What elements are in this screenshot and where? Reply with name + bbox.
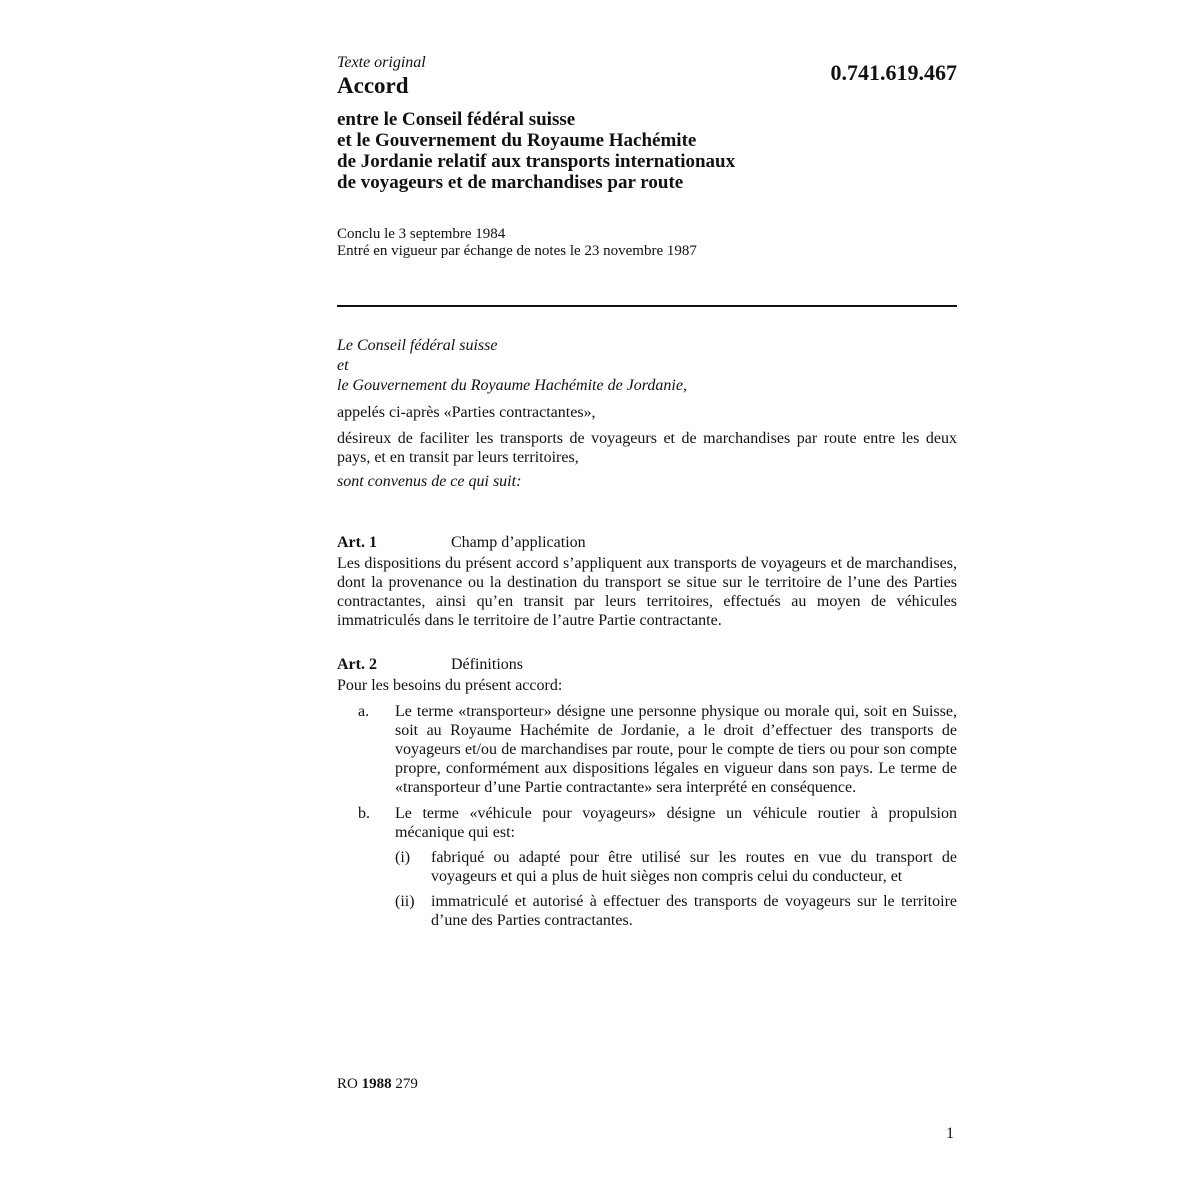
- page-number: 1: [946, 1125, 954, 1142]
- party-and: et: [337, 357, 349, 374]
- original-text-label: Texte original: [337, 54, 426, 71]
- concluded-date: Conclu le 3 septembre 1984: [337, 226, 506, 242]
- subitem-label: (ii): [395, 893, 415, 910]
- article-number: Art. 2: [337, 656, 377, 673]
- article-1-text: Les dispositions du présent accord s’appliquent aux transports de voyageurs et de marchandises, dont la provenance ou la destination du transport se situe sur le territoire de l’une des Parties contractantes, ainsi qu’en transit par leurs territoires, effectués au moyen de véhicules immatriculés dans le territoire de l’autre Partie contractante.: [337, 555, 957, 629]
- subitem-text: immatriculé et autorisé à effectuer des transports de voyageurs sur le territoire d’une des Parties contractantes.: [431, 893, 957, 929]
- article-1-heading: [337, 533, 957, 553]
- article-2-intro: Pour les besoins du présent accord:: [337, 677, 563, 694]
- preamble-called: appelés ci-après «Parties contractantes»,: [337, 404, 596, 421]
- item-body: [395, 804, 957, 930]
- article-2-heading: [337, 655, 957, 675]
- item-text: Le terme «transporteur» désigne une personne physique ou morale qui, soit en Suisse, soit au Royaume Hachémite de Jordanie, a le droit d’effectuer des transports de voyageurs et/ou de marchandises par route, pour le compte de tiers ou pour son compte propre, conformément aux dispositions légales en vigueur dans son pays. Le terme de «transporteur d’une Partie contractante» sera interprété en conséquence.: [395, 703, 957, 796]
- official-compilation-reference: [337, 1076, 418, 1093]
- article-number: Art. 1: [337, 534, 377, 551]
- preamble-desiring: désireux de faciliter les transports de voyageurs et de marchandises par route entre les deux pays, et en transit par leurs territoires,: [337, 430, 957, 466]
- subtitle-line: de voyageurs et de marchandises par route: [337, 172, 684, 193]
- item-label: a.: [358, 703, 370, 720]
- subtitle-line: de Jordanie relatif aux transports internationaux: [337, 151, 736, 172]
- preamble-agreed: sont convenus de ce qui suit:: [337, 473, 522, 490]
- subitem-label: (i): [395, 849, 411, 866]
- ro-year: 1988: [361, 1076, 392, 1092]
- article-title: Définitions: [451, 656, 523, 673]
- sr-number: 0.741.619.467: [830, 60, 957, 85]
- document-subtitle: [337, 109, 957, 193]
- in-force-date: Entré en vigueur par échange de notes le 23 novembre 1987: [337, 243, 697, 259]
- item-text: Le terme «véhicule pour voyageurs» désigne un véhicule routier à propulsion mécanique qui est:: [395, 805, 957, 841]
- party-2: le Gouvernement du Royaume Hachémite de Jordanie,: [337, 377, 687, 394]
- ro-prefix: RO: [337, 1076, 358, 1092]
- preamble-parties: [337, 336, 957, 396]
- party-1: Le Conseil fédéral suisse: [337, 337, 498, 354]
- ro-page: 279: [395, 1076, 418, 1092]
- article-title: Champ d’application: [451, 534, 586, 551]
- definition-subitem: [395, 848, 957, 886]
- dates-block: [337, 226, 957, 260]
- definition-item: [337, 804, 957, 930]
- definition-subitem: [395, 892, 957, 930]
- subitem-text: fabriqué ou adapté pour être utilisé sur les routes en vue du transport de voyageurs et qui a plus de huit sièges non compris celui du conducteur, et: [431, 849, 957, 885]
- subtitle-line: et le Gouvernement du Royaume Hachémite: [337, 130, 697, 151]
- document-page: [337, 50, 957, 930]
- divider: [337, 305, 957, 307]
- item-label: b.: [358, 805, 370, 822]
- subtitle-line: entre le Conseil fédéral suisse: [337, 109, 576, 130]
- document-title: Accord: [337, 73, 409, 98]
- definition-item: [337, 702, 957, 797]
